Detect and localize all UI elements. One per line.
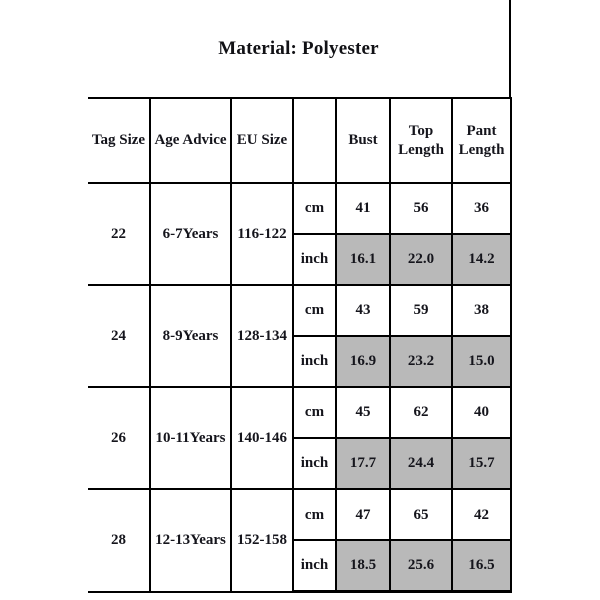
unit-inch-cell: inch — [293, 336, 336, 387]
age-advice-cell: 12-13Years — [150, 489, 231, 591]
tag-size-cell: 24 — [88, 285, 150, 387]
pant-length-inch-value: 15.7 — [452, 438, 511, 489]
pant-length-cm-value: 38 — [452, 285, 511, 336]
unit-inch-cell: inch — [293, 234, 336, 285]
header-eu-size: EU Size — [231, 98, 293, 183]
unit-cm-cell: cm — [293, 489, 336, 540]
bust-inch-value: 16.9 — [336, 336, 390, 387]
eu-size-cell: 128-134 — [231, 285, 293, 387]
material-title: Material: Polyester — [218, 37, 379, 59]
header-pant-length: Pant Length — [452, 98, 511, 183]
table-row — [88, 183, 511, 234]
top-length-inch-value: 22.0 — [390, 234, 452, 285]
top-length-cm-value: 62 — [390, 387, 452, 438]
pant-length-inch-value: 15.0 — [452, 336, 511, 387]
table-header-row — [88, 98, 511, 183]
age-advice-cell: 6-7Years — [150, 183, 231, 285]
bust-cm-value: 43 — [336, 285, 390, 336]
top-length-cm-value: 56 — [390, 183, 452, 234]
pant-length-inch-value: 14.2 — [452, 234, 511, 285]
pant-length-cm-value: 40 — [452, 387, 511, 438]
table-row — [88, 285, 511, 336]
header-tag-size: Tag Size — [88, 98, 150, 183]
pant-length-cm-value: 36 — [452, 183, 511, 234]
top-length-inch-value: 25.6 — [390, 540, 452, 591]
size-chart-table — [88, 97, 512, 593]
tag-size-cell: 28 — [88, 489, 150, 591]
header-bust: Bust — [336, 98, 390, 183]
table-row — [88, 387, 511, 438]
pant-length-inch-value: 16.5 — [452, 540, 511, 591]
material-title-cell — [0, 0, 511, 97]
bust-inch-value: 17.7 — [336, 438, 390, 489]
unit-cm-cell: cm — [293, 285, 336, 336]
pant-length-cm-value: 42 — [452, 489, 511, 540]
header-unit — [293, 98, 336, 183]
bust-inch-value: 18.5 — [336, 540, 390, 591]
header-age-advice: Age Advice — [150, 98, 231, 183]
eu-size-cell: 140-146 — [231, 387, 293, 489]
top-length-inch-value: 23.2 — [390, 336, 452, 387]
top-length-inch-value: 24.4 — [390, 438, 452, 489]
top-length-cm-value: 59 — [390, 285, 452, 336]
age-advice-cell: 8-9Years — [150, 285, 231, 387]
unit-inch-cell: inch — [293, 438, 336, 489]
eu-size-cell: 152-158 — [231, 489, 293, 591]
bust-cm-value: 45 — [336, 387, 390, 438]
top-length-cm-value: 65 — [390, 489, 452, 540]
bust-cm-value: 47 — [336, 489, 390, 540]
tag-size-cell: 22 — [88, 183, 150, 285]
age-advice-cell: 10-11Years — [150, 387, 231, 489]
header-top-length: Top Length — [390, 98, 452, 183]
bust-inch-value: 16.1 — [336, 234, 390, 285]
unit-inch-cell: inch — [293, 540, 336, 591]
table-row — [88, 489, 511, 540]
unit-cm-cell: cm — [293, 387, 336, 438]
unit-cm-cell: cm — [293, 183, 336, 234]
eu-size-cell: 116-122 — [231, 183, 293, 285]
tag-size-cell: 26 — [88, 387, 150, 489]
bust-cm-value: 41 — [336, 183, 390, 234]
